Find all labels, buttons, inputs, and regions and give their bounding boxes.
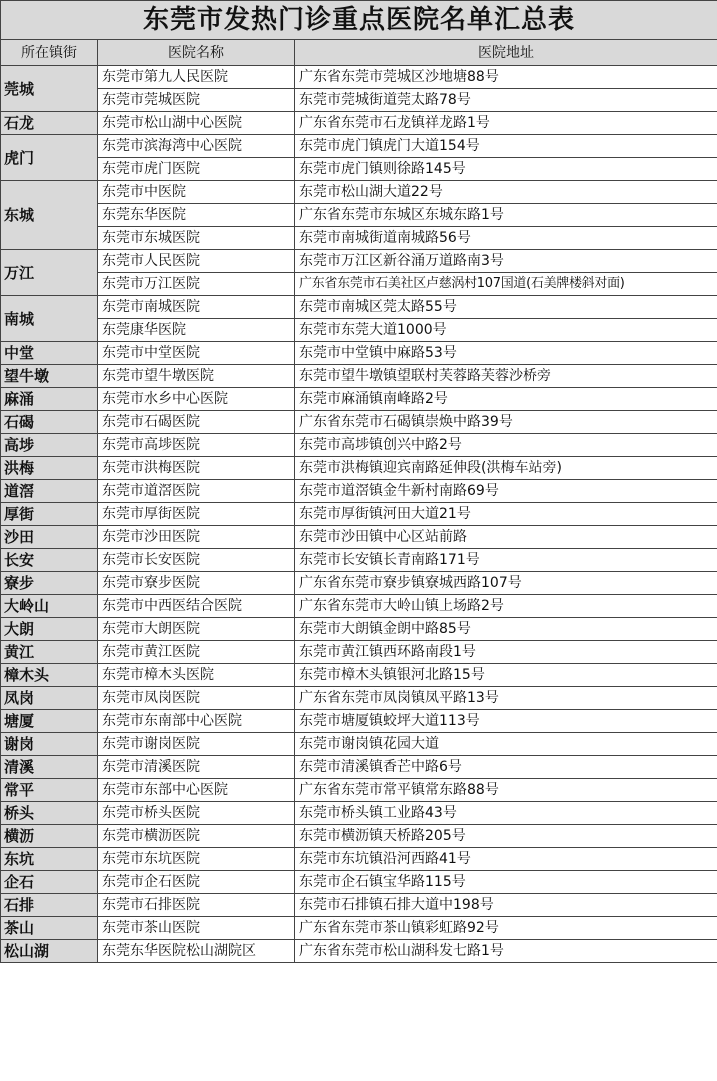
town-cell: 谢岗 [1,733,98,756]
hospital-name-cell: 东莞市桥头医院 [98,802,295,825]
table-row [1,135,717,158]
hospital-address-cell: 广东省东莞市莞城区沙地塘88号 [295,66,717,89]
hospital-address-cell: 东莞市大朗镇金朗中路85号 [295,618,717,641]
hospital-address-cell: 东莞市望牛墩镇望联村芙蓉路芙蓉沙桥旁 [295,365,717,388]
town-cell: 中堂 [1,342,98,365]
hospital-address-cell: 广东省东莞市常平镇常东路88号 [295,779,717,802]
hospital-name-cell: 东莞市东部中心医院 [98,779,295,802]
hospital-address-cell: 东莞市东坑镇沿河西路41号 [295,848,717,871]
hospital-address-cell: 广东省东莞市松山湖科发七路1号 [295,940,717,963]
table-row [1,710,717,733]
table-body [1,1,717,963]
town-cell: 清溪 [1,756,98,779]
hospital-address-cell: 东莞市麻涌镇南峰路2号 [295,388,717,411]
table-row [1,779,717,802]
hospital-address-cell: 东莞市虎门镇虎门大道154号 [295,135,717,158]
town-cell: 凤岗 [1,687,98,710]
town-cell: 莞城 [1,66,98,112]
table-row [1,250,717,273]
town-cell: 南城 [1,296,98,342]
table-row [1,871,717,894]
hospital-name-cell: 东莞康华医院 [98,319,295,342]
town-cell: 高埗 [1,434,98,457]
table-row [1,296,717,319]
table-row [1,388,717,411]
table-row [1,572,717,595]
town-cell: 常平 [1,779,98,802]
hospital-name-cell: 东莞市滨海湾中心医院 [98,135,295,158]
hospital-name-cell: 东莞市南城医院 [98,296,295,319]
title-row [1,1,717,40]
table-row [1,503,717,526]
hospital-address-cell: 东莞市松山湖大道22号 [295,181,717,204]
town-cell: 石排 [1,894,98,917]
table-row [1,595,717,618]
table-row [1,112,717,135]
table-row [1,940,717,963]
table-row [1,917,717,940]
table-row [1,66,717,89]
hospital-address-cell: 东莞市清溪镇香芒中路6号 [295,756,717,779]
town-cell: 松山湖 [1,940,98,963]
hospital-address-cell: 东莞市东莞大道1000号 [295,319,717,342]
table-row [1,227,717,250]
hospital-address-cell: 东莞市企石镇宝华路115号 [295,871,717,894]
hospital-address-cell: 东莞市厚街镇河田大道21号 [295,503,717,526]
table-row [1,204,717,227]
town-cell: 厚街 [1,503,98,526]
town-cell: 石碣 [1,411,98,434]
hospital-address-cell: 东莞市南城区莞太路55号 [295,296,717,319]
hospital-address-cell: 东莞市石排镇石排大道中198号 [295,894,717,917]
hospital-address-cell: 广东省东莞市石龙镇祥龙路1号 [295,112,717,135]
hospital-name-cell: 东莞东华医院 [98,204,295,227]
hospital-name-cell: 东莞市望牛墩医院 [98,365,295,388]
town-cell: 樟木头 [1,664,98,687]
town-cell: 大岭山 [1,595,98,618]
town-cell: 黄江 [1,641,98,664]
table-row [1,756,717,779]
town-cell: 东坑 [1,848,98,871]
town-cell: 虎门 [1,135,98,181]
hospital-address-cell: 广东省东莞市东城区东城东路1号 [295,204,717,227]
hospital-name-cell: 东莞市东坑医院 [98,848,295,871]
table-row [1,641,717,664]
table-title: 东莞市发热门诊重点医院名单汇总表 [1,1,717,40]
hospital-name-cell: 东莞市厚街医院 [98,503,295,526]
hospital-address-cell: 东莞市谢岗镇花园大道 [295,733,717,756]
hospital-address-cell: 东莞市中堂镇中麻路53号 [295,342,717,365]
hospital-name-cell: 东莞东华医院松山湖院区 [98,940,295,963]
hospital-address-cell: 广东省东莞市茶山镇彩虹路92号 [295,917,717,940]
town-cell: 东城 [1,181,98,250]
town-cell: 望牛墩 [1,365,98,388]
table-row [1,480,717,503]
hospital-address-cell: 东莞市樟木头镇银河北路15号 [295,664,717,687]
hospital-name-cell: 东莞市第九人民医院 [98,66,295,89]
hospital-address-cell: 东莞市道滘镇金牛新村南路69号 [295,480,717,503]
header-address: 医院地址 [295,40,717,66]
hospital-address-cell: 广东省东莞市石碣镇崇焕中路39号 [295,411,717,434]
hospital-address-cell: 东莞市黄江镇西环路南段1号 [295,641,717,664]
hospital-name-cell: 东莞市万江医院 [98,273,295,296]
town-cell: 长安 [1,549,98,572]
hospital-name-cell: 东莞市虎门医院 [98,158,295,181]
hospital-address-cell: 东莞市莞城街道莞太路78号 [295,89,717,112]
hospital-name-cell: 东莞市长安医院 [98,549,295,572]
hospital-name-cell: 东莞市石排医院 [98,894,295,917]
table-row [1,158,717,181]
hospital-name-cell: 东莞市东南部中心医院 [98,710,295,733]
hospital-name-cell: 东莞市横沥医院 [98,825,295,848]
town-cell: 企石 [1,871,98,894]
hospital-name-cell: 东莞市大朗医院 [98,618,295,641]
hospital-address-cell: 东莞市洪梅镇迎宾南路延伸段(洪梅车站旁) [295,457,717,480]
hospital-name-cell: 东莞市莞城医院 [98,89,295,112]
town-cell: 石龙 [1,112,98,135]
table-row [1,434,717,457]
town-cell: 沙田 [1,526,98,549]
hospital-name-cell: 东莞市谢岗医院 [98,733,295,756]
town-cell: 道滘 [1,480,98,503]
hospital-name-cell: 东莞市松山湖中心医院 [98,112,295,135]
hospital-name-cell: 东莞市清溪医院 [98,756,295,779]
hospital-address-cell: 东莞市万江区新谷涌万道路南3号 [295,250,717,273]
hospital-name-cell: 东莞市中堂医院 [98,342,295,365]
hospital-address-cell: 东莞市长安镇长青南路171号 [295,549,717,572]
hospital-address-cell: 东莞市塘厦镇蛟坪大道113号 [295,710,717,733]
town-cell: 万江 [1,250,98,296]
table-row [1,802,717,825]
town-cell: 塘厦 [1,710,98,733]
town-cell: 麻涌 [1,388,98,411]
hospital-address-cell: 东莞市虎门镇则徐路145号 [295,158,717,181]
hospital-address-cell: 东莞市南城街道南城路56号 [295,227,717,250]
table-row [1,848,717,871]
header-town: 所在镇街 [1,40,98,66]
town-cell: 洪梅 [1,457,98,480]
table-row [1,457,717,480]
hospital-name-cell: 东莞市沙田医院 [98,526,295,549]
table-row [1,273,717,296]
hospital-name-cell: 东莞市黄江医院 [98,641,295,664]
hospital-name-cell: 东莞市石碣医院 [98,411,295,434]
table-row [1,549,717,572]
hospital-name-cell: 东莞市高埗医院 [98,434,295,457]
header-row [1,40,717,66]
table-row [1,365,717,388]
hospital-address-cell: 广东省东莞市寮步镇寮城西路107号 [295,572,717,595]
hospital-address-cell: 东莞市沙田镇中心区站前路 [295,526,717,549]
table-row [1,526,717,549]
hospital-name-cell: 东莞市东城医院 [98,227,295,250]
table-row [1,664,717,687]
town-cell: 桥头 [1,802,98,825]
hospital-address-cell: 东莞市横沥镇天桥路205号 [295,825,717,848]
hospital-name-cell: 东莞市中医院 [98,181,295,204]
table-row [1,825,717,848]
table-row [1,181,717,204]
hospital-address-cell: 东莞市高埗镇创兴中路2号 [295,434,717,457]
table-row [1,342,717,365]
table-row [1,618,717,641]
hospital-name-cell: 东莞市水乡中心医院 [98,388,295,411]
table-row [1,894,717,917]
hospital-name-cell: 东莞市道滘医院 [98,480,295,503]
hospital-name-cell: 东莞市茶山医院 [98,917,295,940]
hospital-name-cell: 东莞市凤岗医院 [98,687,295,710]
table-row [1,687,717,710]
hospital-address-cell: 广东省东莞市大岭山镇上场路2号 [295,595,717,618]
hospital-name-cell: 东莞市企石医院 [98,871,295,894]
hospital-address-cell: 东莞市桥头镇工业路43号 [295,802,717,825]
hospital-name-cell: 东莞市洪梅医院 [98,457,295,480]
table-row [1,411,717,434]
town-cell: 横沥 [1,825,98,848]
hospital-name-cell: 东莞市人民医院 [98,250,295,273]
hospital-name-cell: 东莞市樟木头医院 [98,664,295,687]
hospital-name-cell: 东莞市寮步医院 [98,572,295,595]
hospital-name-cell: 东莞市中西医结合医院 [98,595,295,618]
town-cell: 大朗 [1,618,98,641]
hospital-address-cell: 广东省东莞市凤岗镇凤平路13号 [295,687,717,710]
header-hospital: 医院名称 [98,40,295,66]
hospital-address-cell: 广东省东莞市石美社区卢慈涡村107国道(石美牌楼斜对面) [295,273,717,296]
town-cell: 茶山 [1,917,98,940]
table-row [1,733,717,756]
table-row [1,319,717,342]
town-cell: 寮步 [1,572,98,595]
table-row [1,89,717,112]
